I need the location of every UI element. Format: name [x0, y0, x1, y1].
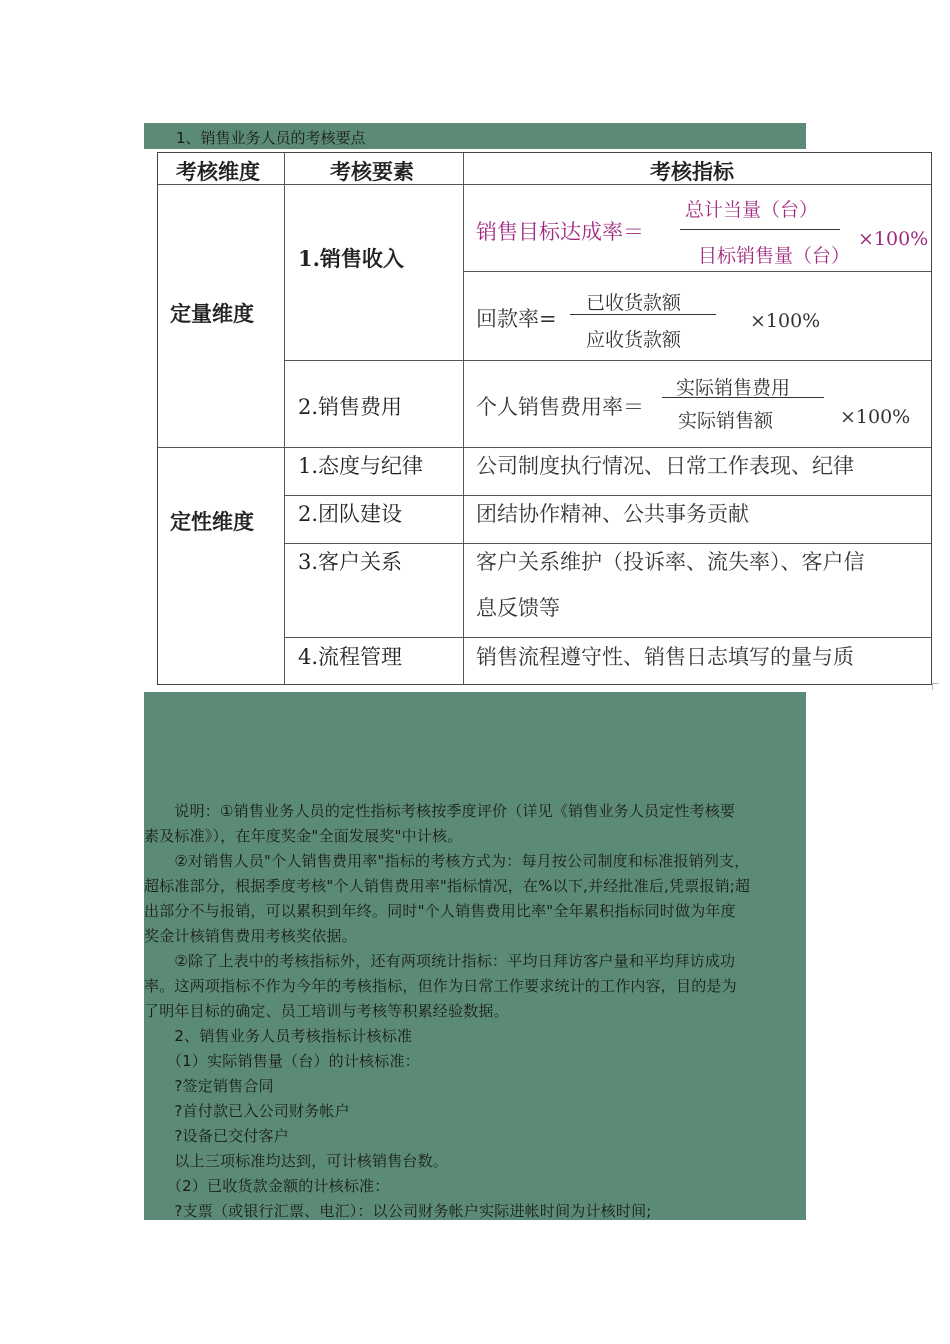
- factor-customer: 3.客户关系: [298, 550, 403, 574]
- target-rate-numerator: 总计当量（台）: [685, 199, 819, 221]
- note-line: ?首付款已入公司财务帐户: [144, 1102, 350, 1120]
- note-line: 奖金计核销售费用考核奖依据。: [144, 927, 357, 945]
- expense-rate-multiplier: ×100%: [840, 406, 911, 428]
- table-vline-2: [463, 153, 464, 684]
- collection-rate-label: 回款率=: [476, 307, 557, 331]
- note-line: 出部分不与报销，可以累积到年终。同时"个人销售费用比率"全年累积指标同时做为年度: [144, 902, 736, 920]
- note-line: ?设备已交付客户: [144, 1127, 289, 1145]
- expense-rate-label: 个人销售费用率＝: [476, 395, 644, 419]
- header-indicator: 考核指标: [650, 159, 734, 184]
- note-line: 说明：①销售业务人员的定性指标考核按季度评价（详见《销售业务人员定性考核要: [144, 802, 736, 820]
- table-hline-header: [158, 184, 931, 185]
- collection-rate-fraction-bar: [570, 314, 716, 315]
- dimension-quantitative: 定量维度: [170, 301, 254, 326]
- note-line: 素及标准》），在年度奖金"全面发展奖"中计核。: [144, 827, 463, 845]
- factor-team: 2.团队建设: [298, 502, 403, 526]
- note-line: ?支票（或银行汇票、电汇）：以公司财务帐户实际进帐时间为计核时间;: [144, 1202, 652, 1220]
- table-hline-income-split: [463, 271, 931, 272]
- table-corner-mark: [932, 683, 939, 690]
- dimension-qualitative: 定性维度: [170, 509, 254, 534]
- expense-rate-denominator: 实际销售额: [678, 410, 774, 432]
- target-rate-multiplier: ×100%: [858, 228, 929, 250]
- note-line: 率。这两项指标不作为今年的考核指标，但作为日常工作要求统计的工作内容，目的是为: [144, 977, 737, 995]
- note-line: ②对销售人员"个人销售费用率"指标的考核方式为：每月按公司制度和标准报销列支，: [144, 852, 750, 870]
- target-rate-fraction-bar: [680, 229, 840, 230]
- heading-bar: [144, 123, 806, 149]
- collection-rate-multiplier: ×100%: [750, 310, 821, 332]
- collection-rate-numerator: 已收货款额: [586, 292, 682, 314]
- target-rate-label: 销售目标达成率＝: [476, 220, 644, 244]
- factor-process: 4.流程管理: [298, 645, 403, 669]
- note-line: （2）已收货款金额的计核标准：: [144, 1177, 390, 1195]
- kpi-table: [157, 152, 932, 685]
- collection-rate-denominator: 应收货款额: [586, 329, 682, 351]
- expense-rate-fraction-bar: [662, 397, 824, 398]
- factor-sales-expense: 2.销售费用: [298, 395, 403, 419]
- note-line: 2、销售业务人员考核指标计核标准: [144, 1027, 413, 1045]
- factor-attitude: 1.态度与纪律: [298, 454, 424, 478]
- table-vline-1: [284, 153, 285, 684]
- section-heading: 1、销售业务人员的考核要点: [176, 129, 366, 147]
- note-line: ?签定销售合同: [144, 1077, 274, 1095]
- target-rate-denominator: 目标销售量（台）: [698, 245, 851, 267]
- table-hline-qual-2: [284, 543, 931, 544]
- indicator-attitude: 公司制度执行情况、日常工作表现、纪律: [476, 454, 854, 478]
- expense-rate-numerator: 实际销售费用: [676, 377, 791, 399]
- table-hline-qual-3: [284, 637, 931, 638]
- header-dimension: 考核维度: [176, 159, 260, 184]
- note-line: （1）实际销售量（台）的计核标准：: [144, 1052, 420, 1070]
- table-hline-quant-end: [158, 447, 931, 448]
- indicator-customer-line1: 客户关系维护（投诉率、流失率）、客户信: [476, 550, 865, 574]
- note-line: 超标准部分，根据季度考核"个人销售费用率"指标情况，在%以下,并经批准后,凭票报销;超: [144, 877, 751, 895]
- header-factor: 考核要素: [330, 159, 414, 184]
- table-hline-expense: [284, 360, 931, 361]
- indicator-team: 团结协作精神、公共事务贡献: [476, 502, 749, 526]
- indicator-process: 销售流程遵守性、销售日志填写的量与质: [476, 645, 854, 669]
- note-line: 了明年目标的确定、员工培训与考核等积累经验数据。: [144, 1002, 509, 1020]
- factor-sales-income: 1.销售收入: [298, 246, 404, 271]
- note-line: ②除了上表中的考核指标外，还有两项统计指标：平均日拜访客户量和平均拜访成功: [144, 952, 736, 970]
- note-line: 以上三项标准均达到，可计核销售台数。: [144, 1152, 449, 1170]
- table-hline-qual-1: [284, 495, 931, 496]
- indicator-customer-line2: 息反馈等: [476, 596, 560, 620]
